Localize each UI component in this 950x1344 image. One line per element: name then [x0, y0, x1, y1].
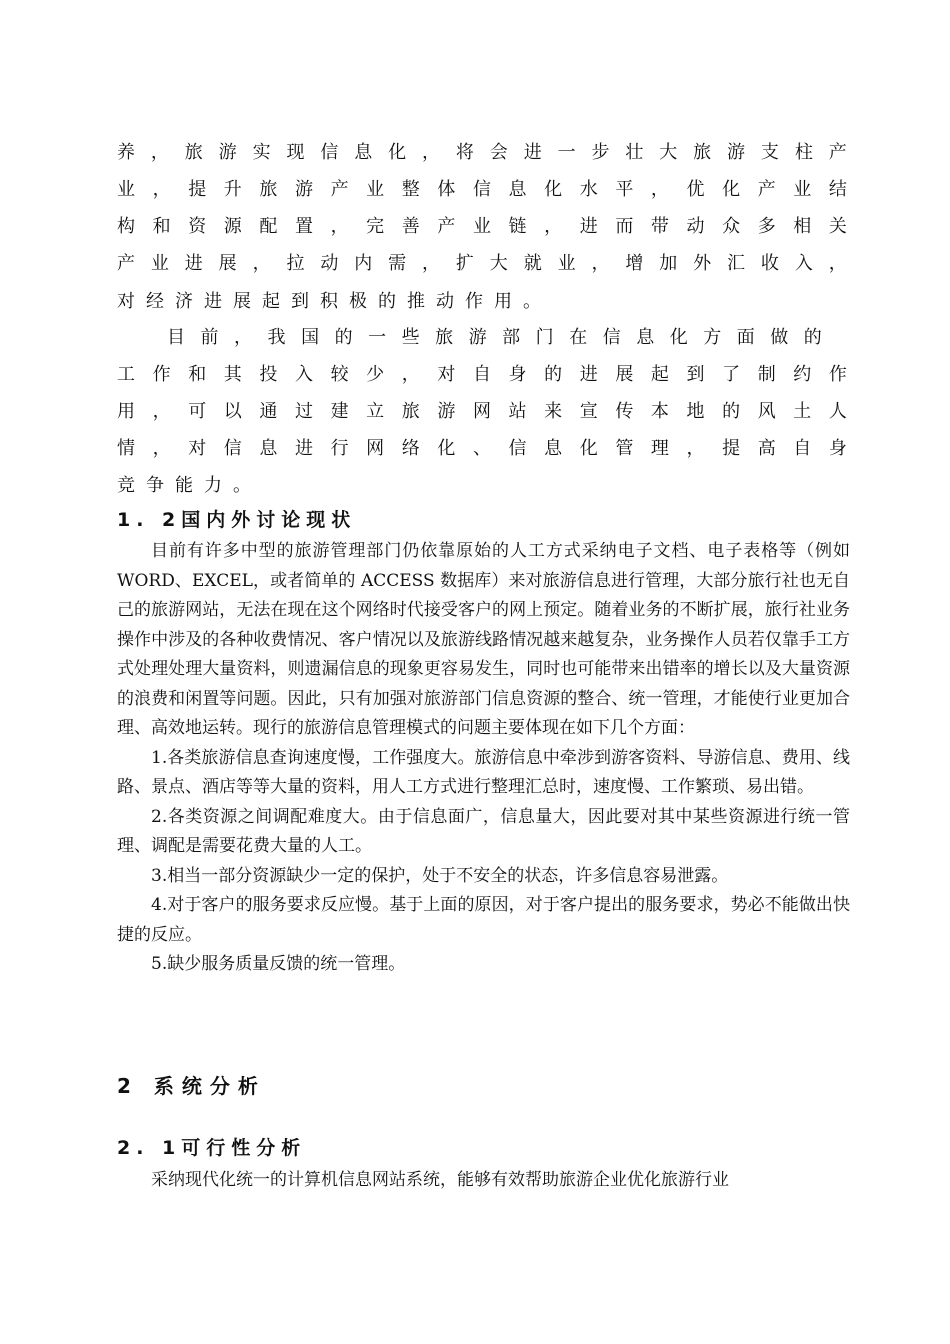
glyph: 在 [569, 327, 588, 348]
glyph: 门 [535, 327, 554, 348]
glyph: 拉 [286, 253, 305, 274]
glyph: 化 [722, 179, 741, 200]
glyph: 宣 [579, 401, 598, 422]
paragraph-point-5: 5.缺少服务质量反馈的统一管理。 [151, 954, 406, 974]
glyph: 来 [544, 401, 563, 422]
glyph: 和 [152, 216, 171, 237]
glyph: 养 [117, 142, 135, 163]
glyph: ， [401, 364, 420, 385]
glyph: 进 [204, 291, 222, 312]
glyph: 约 [793, 364, 812, 385]
glyph: 产 [117, 253, 135, 274]
glyph: 建 [330, 401, 349, 422]
glyph: 管 [615, 438, 634, 459]
glyph: 作 [465, 291, 483, 312]
glyph: 进 [579, 216, 598, 237]
glyph: 息 [354, 142, 373, 163]
glyph: 自 [793, 438, 812, 459]
glyph: 链 [508, 216, 527, 237]
section-heading-1-2: 1. 2国内外讨论现状 [117, 509, 357, 531]
body-line-5 [117, 287, 847, 313]
body-line-10 [117, 471, 847, 497]
glyph: 我 [267, 327, 286, 348]
glyph: 现 [286, 142, 305, 163]
glyph: 面 [736, 327, 755, 348]
glyph: 完 [366, 216, 385, 237]
glyph: 提 [188, 179, 207, 200]
glyph: 游 [218, 142, 237, 163]
glyph: 通 [259, 401, 278, 422]
glyph: 化 [437, 438, 456, 459]
glyph: 大 [489, 253, 508, 274]
glyph: 的 [722, 401, 741, 422]
glyph: ， [152, 438, 171, 459]
glyph: 动 [436, 291, 454, 312]
glyph: ， [150, 142, 169, 163]
glyph: ， [252, 253, 271, 274]
glyph: 壮 [625, 142, 644, 163]
body-line-3 [117, 212, 847, 238]
glyph: 可 [188, 401, 207, 422]
glyph: 业 [117, 179, 135, 200]
glyph: 、 [472, 438, 491, 459]
glyph: 人 [828, 401, 847, 422]
glyph: 产 [437, 216, 456, 237]
glyph: 到 [291, 291, 309, 312]
glyph: 对 [437, 364, 456, 385]
body-line-6 [167, 323, 822, 349]
glyph: 步 [591, 142, 610, 163]
glyph: ， [544, 216, 563, 237]
glyph: 构 [117, 216, 135, 237]
glyph: 制 [757, 364, 776, 385]
glyph: 推 [407, 291, 425, 312]
glyph: 自 [472, 364, 491, 385]
paragraph-feasibility: 采纳现代化统一的计算机信息网站系统，能够有效帮助旅游企业优化旅游行业 [151, 1170, 729, 1190]
glyph: 内 [354, 253, 373, 274]
glyph: 一 [557, 142, 576, 163]
glyph: 相 [793, 216, 812, 237]
glyph: 经 [146, 291, 164, 312]
glyph: 支 [760, 142, 779, 163]
glyph: 作 [828, 364, 847, 385]
glyph: 络 [401, 438, 420, 459]
glyph: 了 [722, 364, 741, 385]
glyph: 就 [523, 253, 542, 274]
glyph: ， [422, 142, 441, 163]
glyph: ， [152, 179, 171, 200]
glyph: 展 [615, 364, 634, 385]
glyph: 柱 [794, 142, 813, 163]
glyph: 的 [378, 291, 396, 312]
glyph: 关 [828, 216, 847, 237]
glyph: 风 [757, 401, 776, 422]
glyph: 旅 [435, 327, 454, 348]
glyph: 而 [615, 216, 634, 237]
section-heading-2: 2 系统分析 [117, 1074, 266, 1098]
glyph: 济 [175, 291, 193, 312]
glyph: 入 [294, 364, 313, 385]
glyph: ， [422, 253, 441, 274]
glyph: 对 [188, 438, 207, 459]
glyph: 积 [320, 291, 338, 312]
glyph: 息 [636, 327, 655, 348]
body-line-4 [117, 249, 847, 275]
glyph: 业 [366, 179, 385, 200]
glyph: 本 [650, 401, 669, 422]
glyph: 对 [117, 291, 135, 312]
glyph: 旅 [693, 142, 712, 163]
glyph: 土 [793, 401, 812, 422]
glyph: 息 [544, 438, 563, 459]
glyph: 其 [223, 364, 242, 385]
glyph: 加 [659, 253, 678, 274]
glyph: 体 [437, 179, 456, 200]
glyph: 的 [334, 327, 353, 348]
glyph: 将 [455, 142, 474, 163]
glyph: ， [650, 179, 669, 200]
glyph: 传 [615, 401, 634, 422]
glyph: 信 [472, 179, 491, 200]
glyph: 做 [770, 327, 789, 348]
glyph: 需 [388, 253, 407, 274]
glyph: 整 [401, 179, 420, 200]
glyph: 动 [320, 253, 339, 274]
glyph: 身 [508, 364, 527, 385]
glyph: 旅 [401, 401, 420, 422]
glyph: 到 [686, 364, 705, 385]
glyph: 善 [401, 216, 420, 237]
glyph: 增 [625, 253, 644, 274]
glyph: 用 [117, 401, 135, 422]
glyph: 产 [828, 142, 847, 163]
glyph: 收 [760, 253, 779, 274]
glyph: 汇 [727, 253, 746, 274]
glyph: 些 [401, 327, 420, 348]
glyph: 实 [252, 142, 271, 163]
glyph: 平 [615, 179, 634, 200]
glyph: 站 [508, 401, 527, 422]
glyph: 进 [294, 438, 313, 459]
glyph: 产 [757, 179, 776, 200]
glyph: 争 [146, 475, 164, 496]
glyph: 展 [233, 291, 251, 312]
glyph: 以 [223, 401, 242, 422]
glyph: 较 [330, 364, 349, 385]
glyph: 多 [757, 216, 776, 237]
glyph: 带 [650, 216, 669, 237]
body-line-1 [117, 138, 847, 164]
body-line-8 [117, 397, 847, 423]
glyph: 游 [727, 142, 746, 163]
glyph: 竞 [117, 475, 135, 496]
glyph: 方 [703, 327, 722, 348]
glyph: 息 [259, 438, 278, 459]
glyph: 能 [175, 475, 193, 496]
glyph: 旅 [184, 142, 203, 163]
glyph: 起 [262, 291, 280, 312]
glyph: 水 [579, 179, 598, 200]
paragraph-point-3: 3.相当一部分资源缺少一定的保护，处于不安全的状态，许多信息容易泄露。 [151, 865, 729, 886]
glyph: 大 [659, 142, 678, 163]
glyph: 。 [523, 291, 541, 312]
glyph: 的 [544, 364, 563, 385]
glyph: 过 [294, 401, 313, 422]
section-heading-2-1: 2. 1可行性分析 [117, 1137, 307, 1159]
glyph: 旅 [259, 179, 278, 200]
glyph: 网 [366, 438, 385, 459]
glyph: 信 [508, 438, 527, 459]
glyph: 立 [366, 401, 385, 422]
glyph: 进 [184, 253, 203, 274]
glyph: 结 [828, 179, 847, 200]
glyph: 起 [650, 364, 669, 385]
glyph: 信 [320, 142, 339, 163]
glyph: ， [234, 327, 253, 348]
glyph: 化 [544, 179, 563, 200]
glyph: 进 [579, 364, 598, 385]
glyph: 源 [223, 216, 242, 237]
glyph: 游 [294, 179, 313, 200]
glyph: 外 [693, 253, 712, 274]
glyph: 业 [557, 253, 576, 274]
glyph: 和 [188, 364, 207, 385]
body-line-9 [117, 434, 847, 460]
glyph: 极 [349, 291, 367, 312]
section-1-2-body [0, 537, 950, 980]
glyph: 化 [579, 438, 598, 459]
glyph: 游 [468, 327, 487, 348]
glyph: ， [828, 253, 847, 274]
paragraph-point-2: 2.各类资源之间调配难度大。由于信息面广，信息量大，因此要对其中某些资源进行统一管理、调配是需要花费大量的人工。 [117, 806, 850, 856]
glyph: 业 [793, 179, 812, 200]
glyph: 提 [722, 438, 741, 459]
body-line-2 [117, 175, 847, 201]
glyph: 国 [301, 327, 320, 348]
glyph: 动 [686, 216, 705, 237]
glyph: 少 [366, 364, 385, 385]
glyph: 入 [794, 253, 813, 274]
glyph: 前 [200, 327, 219, 348]
paragraph-point-1: 1.各类旅游信息查询速度慢，工作强度大。旅游信息中牵涉到游客资料、导游信息、费用、线路、景点、酒店等等大量的资料，用人工方式进行整理汇总时，速度慢、工作繁琐、易出错。 [117, 747, 850, 797]
glyph: ， [686, 438, 705, 459]
body-line-7 [117, 360, 847, 386]
glyph: ， [330, 216, 349, 237]
glyph: 行 [330, 438, 349, 459]
glyph: 扩 [455, 253, 474, 274]
glyph: 理 [650, 438, 669, 459]
glyph: 目 [167, 327, 185, 348]
glyph: 部 [502, 327, 521, 348]
paragraph-intro: 目前有许多中型的旅游管理部门仍依靠原始的人工方式采纳电子文档、电子表格等（例如 WORD、EXCEL，或者简单的 ACCESS 数据库）来对旅游信息进行管理，大部分旅行社也无自己的旅游网站，无法在现在这个网络时代接受客户的网上预定。随着业务的不断扩展，旅行社业务操作中涉及的各种收费情况、客户情况以及旅游线路情况越来越复杂，业务操作人员若仅靠手工方式处理处理大量资料，则遗漏信息的现象更容易发生，同时也可能带来出错率的增长以及大量资源的浪费和闲置等问题。因此，只有加强对旅游部门信息资源的整合、统一管理，才能使行业更加合理、高效地运转。现行的旅游信息管理模式的问题主要体现在如下几个方面： [117, 541, 850, 738]
glyph: 资 [188, 216, 207, 237]
glyph: 游 [437, 401, 456, 422]
glyph: 化 [388, 142, 407, 163]
glyph: 会 [489, 142, 508, 163]
glyph: 信 [223, 438, 242, 459]
glyph: 进 [523, 142, 542, 163]
glyph: 置 [294, 216, 313, 237]
glyph: 力 [204, 475, 222, 496]
glyph: 。 [233, 475, 251, 496]
paragraph-point-4: 4.对于客户的服务要求反应慢。基于上面的原因，对于客户提出的服务要求，势必不能做出快捷的反应。 [117, 895, 850, 945]
glyph: 产 [330, 179, 349, 200]
glyph: 高 [757, 438, 776, 459]
glyph: 展 [218, 253, 237, 274]
glyph: 化 [669, 327, 688, 348]
glyph: 优 [686, 179, 705, 200]
glyph: 的 [803, 327, 822, 348]
glyph: 身 [828, 438, 847, 459]
glyph: 一 [368, 327, 387, 348]
glyph: ， [152, 401, 171, 422]
glyph: 业 [150, 253, 169, 274]
glyph: ， [591, 253, 610, 274]
glyph: 网 [472, 401, 491, 422]
glyph: 升 [223, 179, 242, 200]
glyph: 息 [508, 179, 527, 200]
glyph: 作 [152, 364, 171, 385]
glyph: 配 [259, 216, 278, 237]
glyph: 情 [117, 438, 135, 459]
glyph: 投 [259, 364, 278, 385]
glyph: 地 [686, 401, 705, 422]
glyph: 众 [722, 216, 741, 237]
glyph: 业 [472, 216, 491, 237]
glyph: 信 [602, 327, 621, 348]
glyph: 工 [117, 364, 135, 385]
glyph: 用 [494, 291, 512, 312]
